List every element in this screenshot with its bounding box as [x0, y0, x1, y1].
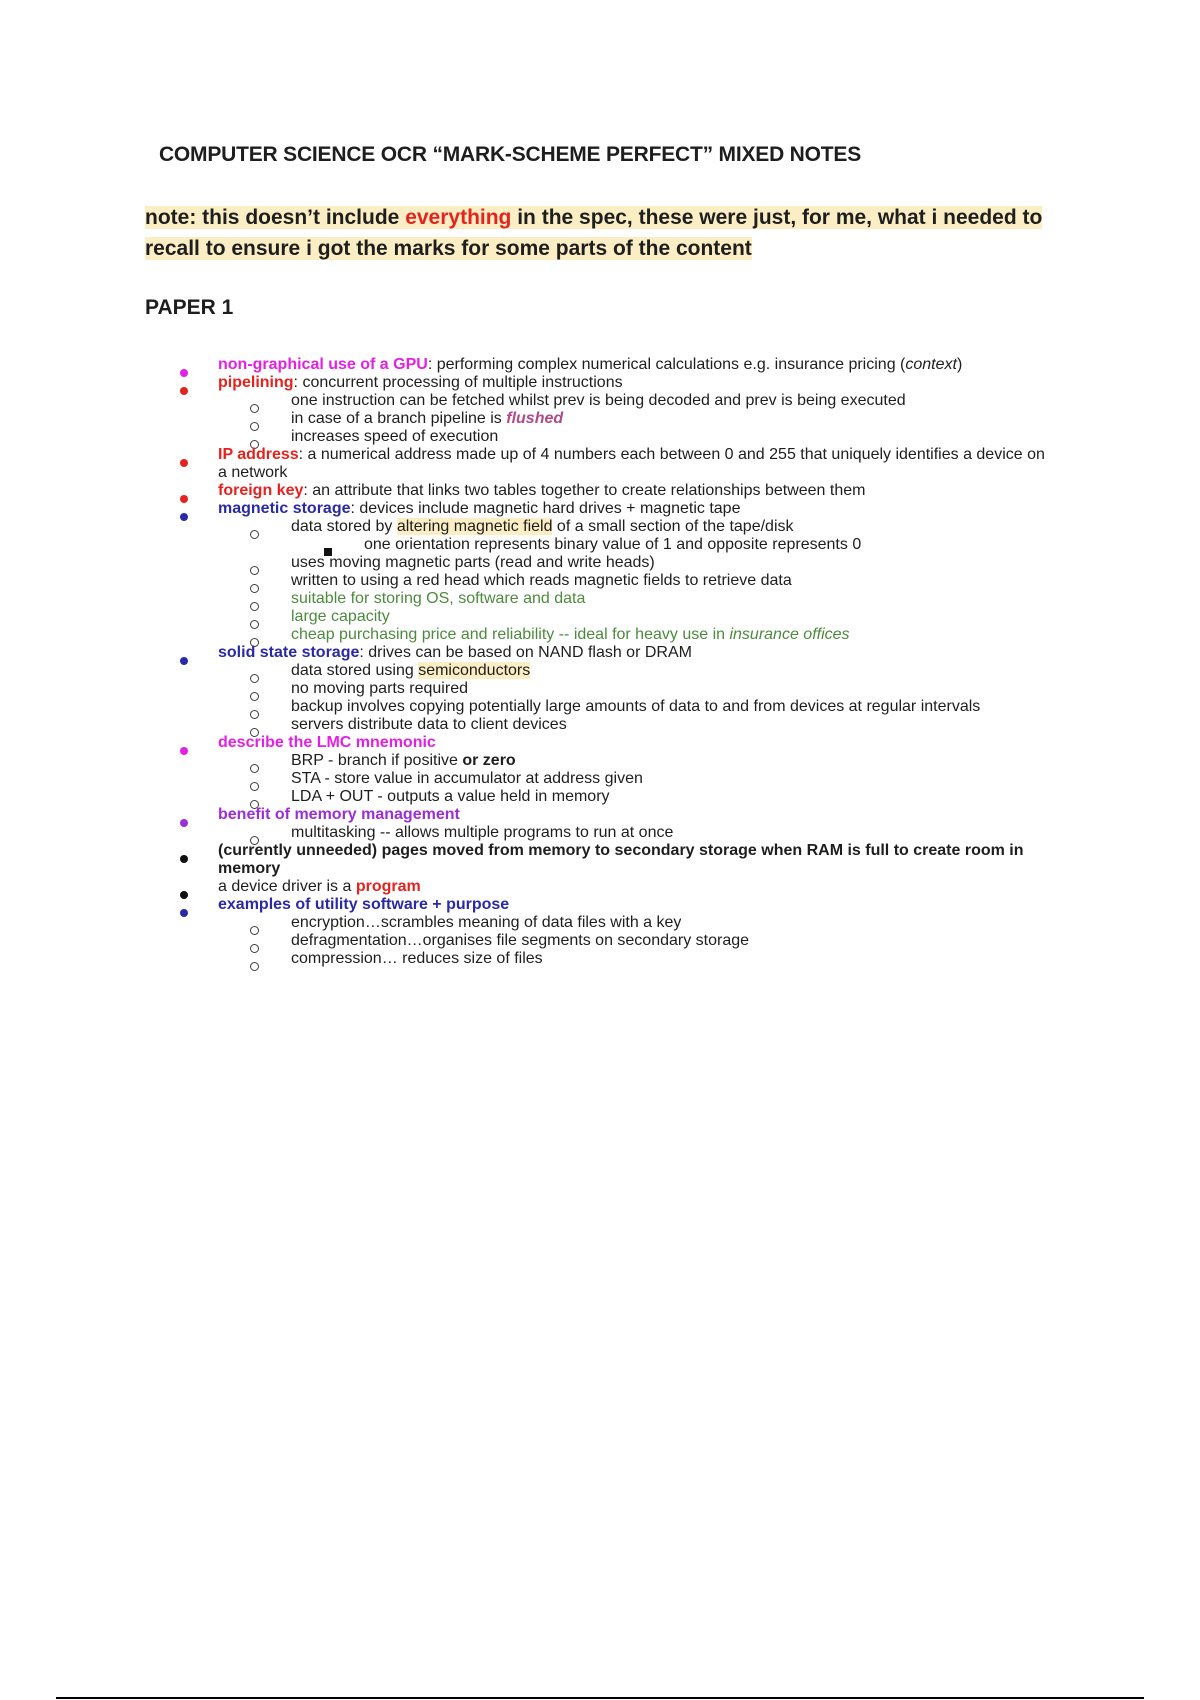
item-text-end: ) — [956, 356, 963, 373]
note-paragraph — [145, 202, 1050, 264]
note-emphasis: everything — [405, 206, 512, 229]
item-term: benefit of memory management — [218, 806, 460, 823]
item-text: a device driver is a — [218, 878, 356, 895]
page-divider — [56, 1697, 1144, 1699]
bullet-icon — [180, 819, 188, 827]
sub-item-text: multitasking -- allows multiple programs to run at once — [291, 824, 674, 841]
sub-item — [218, 626, 1050, 644]
list-item — [145, 356, 1050, 374]
bullet-icon — [180, 459, 188, 467]
sub-sub-item-text: one orientation represents binary value of 1 and opposite represents 0 — [364, 536, 862, 553]
list-item — [145, 734, 1050, 806]
sub-item-text: BRP - branch if positive — [291, 752, 463, 769]
item-term: describe the LMC mnemonic — [218, 734, 436, 751]
sub-item — [218, 608, 1050, 626]
list-item — [145, 806, 1050, 842]
sub-item — [218, 950, 1050, 968]
sub-item — [218, 824, 1050, 842]
sub-item — [218, 590, 1050, 608]
sub-item — [218, 932, 1050, 950]
sub-item-text: defragmentation…organises file segments on secondary storage — [291, 932, 750, 949]
circle-bullet-icon — [250, 962, 259, 971]
item-term: foreign key — [218, 482, 304, 499]
bullet-icon — [180, 909, 188, 917]
sub-item-emphasis: insurance offices — [729, 626, 850, 643]
item-text: : concurrent processing of multiple instructions — [293, 374, 623, 391]
bullet-icon — [180, 513, 188, 521]
item-term: solid state storage — [218, 644, 360, 661]
sub-item — [218, 680, 1050, 698]
sub-item-text: LDA + OUT - outputs a value held in memory — [291, 788, 610, 805]
sub-item — [218, 410, 1050, 428]
sub-item-text: one instruction can be fetched whilst prev is being decoded and prev is being executed — [291, 392, 906, 409]
sub-item-text: data stored using — [291, 662, 419, 679]
bullet-icon — [180, 657, 188, 665]
sub-item — [218, 698, 1050, 716]
sub-item — [218, 554, 1050, 572]
item-term: IP address — [218, 446, 299, 463]
sub-item — [218, 716, 1050, 734]
item-text: : drives can be based on NAND flash or DRAM — [359, 644, 692, 661]
item-term: pipelining — [218, 374, 294, 391]
sub-item-text: backup involves copying potentially large amounts of data to and from devices at regular intervals — [291, 698, 981, 715]
sub-item — [218, 428, 1050, 446]
sub-item-text: compression… reduces size of files — [291, 950, 543, 967]
sub-item-text: uses moving magnetic parts (read and write heads) — [291, 554, 655, 571]
list-item — [145, 644, 1050, 734]
section-heading: PAPER 1 — [145, 296, 234, 319]
item-text: : a numerical address made up of 4 numbers each between 0 and 255 that uniquely identifies a device on a network — [218, 446, 1045, 481]
sub-sub-item — [291, 536, 1050, 554]
note-text-1: note: this doesn’t include — [145, 206, 406, 229]
sub-item-text: written to using a red head which reads magnetic fields to retrieve data — [291, 572, 792, 589]
item-term: magnetic storage — [218, 500, 351, 517]
item-term: non-graphical use of a GPU — [218, 356, 428, 373]
sub-item — [218, 518, 1050, 554]
notes-list — [145, 356, 1050, 968]
sub-item — [218, 770, 1050, 788]
sub-item — [218, 572, 1050, 590]
sub-item-text: data stored by — [291, 518, 397, 535]
list-item — [145, 896, 1050, 968]
sub-item-text: suitable for storing OS, software and data — [291, 590, 586, 607]
bullet-icon — [180, 747, 188, 755]
item-emphasis: program — [355, 878, 421, 895]
sub-item-text: no moving parts required — [291, 680, 468, 697]
sub-item-text: cheap purchasing price and reliability -- ideal for heavy use in — [291, 626, 730, 643]
sub-item-highlight: semiconductors — [418, 662, 531, 679]
sub-item-text: in case of a branch pipeline is — [291, 410, 507, 427]
list-item — [145, 482, 1050, 500]
sub-item — [218, 914, 1050, 932]
sub-item-highlight: altering magnetic field — [396, 518, 553, 535]
list-item — [145, 374, 1050, 446]
item-text: : an attribute that links two tables together to create relationships between them — [303, 482, 866, 499]
sub-item — [218, 392, 1050, 410]
item-context: context — [905, 356, 957, 373]
list-item — [145, 878, 1050, 896]
sub-item-emphasis: flushed — [506, 410, 564, 427]
item-text: (currently unneeded) pages moved from memory to secondary storage when RAM is full to create room in memory — [218, 842, 1024, 877]
sub-item-text: STA - store value in accumulator at address given — [291, 770, 643, 787]
item-term: examples of utility software + purpose — [218, 896, 510, 913]
sub-item — [218, 788, 1050, 806]
sub-item-text: servers distribute data to client devices — [291, 716, 567, 733]
list-item — [145, 500, 1050, 644]
page-title: COMPUTER SCIENCE OCR “MARK-SCHEME PERFECT” MIXED NOTES — [158, 143, 862, 166]
list-item — [145, 842, 1050, 878]
note-text-2: in the spec, these were just, for me, what i needed to recall to ensure i got the marks for some parts of the content — [145, 206, 1043, 260]
sub-item — [218, 752, 1050, 770]
item-text: : performing complex numerical calculations e.g. insurance pricing ( — [427, 356, 906, 373]
circle-bullet-icon — [250, 530, 259, 539]
item-text: : devices include magnetic hard drives + magnetic tape — [350, 500, 741, 517]
sub-item-emphasis: or zero — [462, 752, 516, 769]
bullet-icon — [180, 387, 188, 395]
sub-item-text-end: of a small section of the tape/disk — [552, 518, 794, 535]
sub-item — [218, 662, 1050, 680]
sub-item-text: large capacity — [291, 608, 390, 625]
sub-item-text: encryption…scrambles meaning of data files with a key — [291, 914, 682, 931]
bullet-icon — [180, 855, 188, 863]
list-item — [145, 446, 1050, 482]
sub-item-text: increases speed of execution — [291, 428, 499, 445]
